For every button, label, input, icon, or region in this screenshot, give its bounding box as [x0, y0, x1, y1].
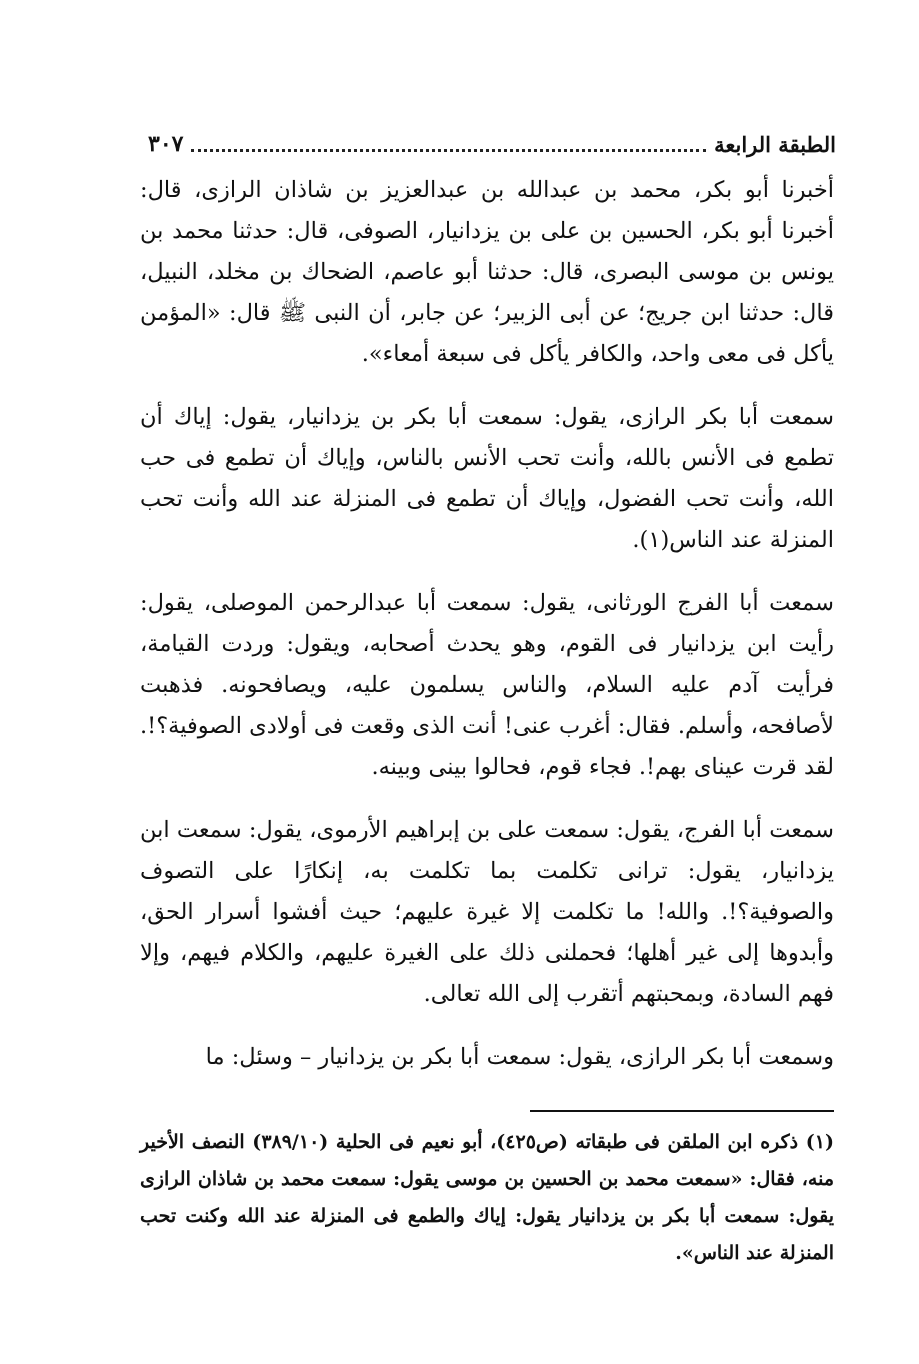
paragraph: وسمعت أبا بكر الرازى، يقول: سمعت أبا بكر بن يزدانيار – وسئل: ما — [205, 1044, 834, 1070]
page-number: ٣٠٧ — [148, 131, 184, 157]
running-title: الطبقة الرابعة — [714, 131, 836, 157]
running-header — [148, 126, 836, 162]
footnote-separator — [530, 1110, 834, 1112]
footnotes — [140, 1124, 834, 1272]
paragraph: سمعت أبا الفرج الورثانى، يقول: سمعت أبا عبدالرحمن الموصلى، يقول: رأيت ابن يزدانيار فى القوم، وهو يحدث أصحابه، ويقول: وردت القيامة، فرأيت آدم عليه السلام، والناس يسلمون عليه، ويصافحونه. فذهبت لأصافحه، وأسلم. فقال: أغرب عنى! أنت الذى وقعت فى أولادى الصوفية؟!. لقد قرت عيناى بهم!. فجاء قوم، فحالوا بينى وبينه. — [140, 590, 834, 780]
paragraph: سمعت أبا بكر الرازى، يقول: سمعت أبا بكر بن يزدانيار، يقول: إياك أن تطمع فى الأنس بالله، وأنت تحب الأنس بالناس، وإياك أن تطمع فى حب الله، وأنت تحب الفضول، وإياك أن تطمع فى المنزلة عند الله وأنت تحب المنزلة عند الناس(١). — [140, 404, 834, 553]
paragraph: أخبرنا أبو بكر، محمد بن عبدالله بن عبدالعزيز بن شاذان الرازى، قال: أخبرنا أبو بكر، الحسين بن على بن يزدانيار، الصوفى، قال: حدثنا محمد بن يونس بن موسى البصرى، قال: حدثنا أبو عاصم، الضحاك بن مخلد، النبيل، قال: حدثنا ابن جريج؛ عن أبى الزبير؛ عن جابر، أن النبى ﷺ قال: «المؤمن يأكل فى معى واحد، والكافر يأكل فى سبعة أمعاء». — [140, 177, 834, 367]
paragraph: سمعت أبا الفرج، يقول: سمعت على بن إبراهيم الأرموى، يقول: سمعت ابن يزدانيار، يقول: ترانى تكلمت بما تكلمت به، إنكارًا على التصوف والصوفية؟!. والله! ما تكلمت إلا غيرة عليهم؛ حيث أفشوا أسرار الحق، وأبدوها إلى غير أهلها؛ فحملنى ذلك على الغيرة عليهم، والكلام فيهم، وإلا فهم السادة، وبمحبتهم أتقرب إلى الله تعالى. — [140, 817, 834, 1007]
main-text — [140, 170, 834, 1100]
header-dot-leader — [191, 149, 706, 152]
footnote: (١) ذكره ابن الملقن فى طبقاته (ص٤٢٥)، أبو نعيم فى الحلية (٣٨٩/١٠) النصف الأخير منه، فقال: «سمعت محمد بن الحسين بن موسى يقول: سمعت محمد بن شاذان الرازى يقول: سمعت أبا بكر بن يزدانيار يقول: إياك والطمع فى المنزلة عند الله وكنت تحب المنزلة عند الناس». — [140, 1131, 834, 1264]
